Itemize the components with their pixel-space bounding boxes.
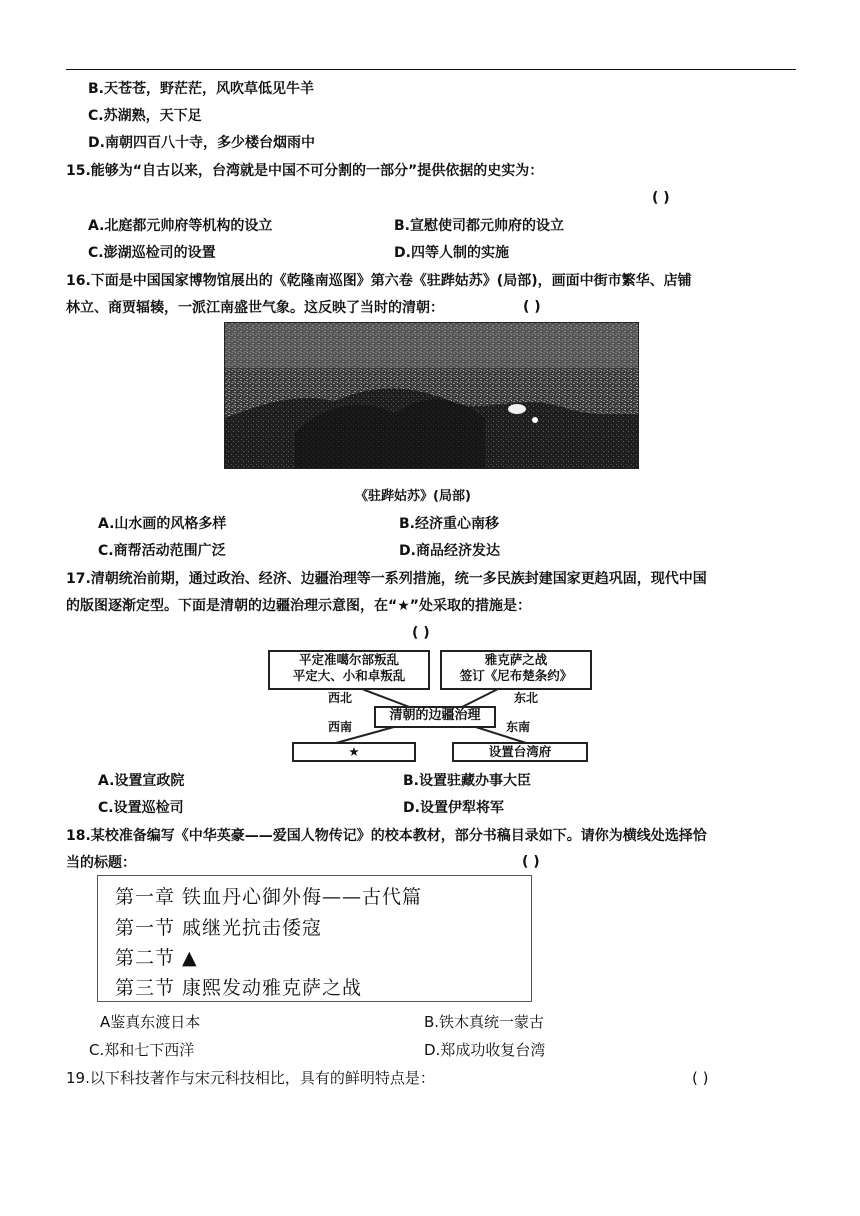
q17-stem-line1: 17.清朝统治前期，通过政治、经济、边疆治理等一系列措施，统一多民族封建国家更趋巩固，现代中国 — [66, 571, 707, 587]
q16-option-d[interactable]: D.商品经济发达 — [399, 543, 500, 559]
frontier-diagram — [264, 646, 594, 766]
q18-option-d[interactable]: D.郑成功收复台湾 — [424, 1041, 546, 1059]
q14-option-b[interactable]: B.天苍苍，野茫茫，风吹草低见牛羊 — [88, 81, 314, 97]
q19-stem: 19.以下科技著作与宋元科技相比，具有的鲜明特点是： — [66, 1069, 435, 1087]
diagram-ne-line1: 雅克萨之战 — [484, 652, 548, 667]
q15-option-b[interactable]: B.宣慰使司都元帅府的设立 — [394, 218, 564, 234]
toc-chapter-1: 第一章 铁血丹心御外侮——古代篇 — [115, 886, 423, 908]
q16-option-a[interactable]: A.山水画的风格多样 — [98, 516, 227, 532]
q16-answer-bracket[interactable]: ( ) — [523, 299, 541, 315]
painting-caption: 《驻跸姑苏》(局部) — [355, 489, 471, 504]
diagram-label-northwest: 西北 — [328, 691, 353, 705]
q14-option-c[interactable]: C.苏湖熟，天下足 — [88, 108, 202, 124]
diagram-nw-line1: 平定准噶尔部叛乱 — [298, 652, 399, 667]
q19-answer-bracket[interactable]: ( ) — [692, 1069, 709, 1087]
diagram-nw-line2: 平定大、小和卓叛乱 — [292, 668, 406, 683]
q18-option-c[interactable]: C.郑和七下西洋 — [89, 1041, 195, 1059]
q18-option-b[interactable]: B.铁木真统一蒙古 — [424, 1013, 545, 1031]
header-rule — [66, 69, 796, 70]
toc-section-2-blank: 第二节 ▲ — [115, 947, 198, 969]
q15-option-d[interactable]: D.四等人制的实施 — [394, 245, 509, 261]
q16-option-c[interactable]: C.商帮活动范围广泛 — [98, 543, 226, 559]
q16-stem-line2: 林立、商贾辐辏，一派江南盛世气象。这反映了当时的清朝： — [66, 300, 444, 316]
q15-stem: 15.能够为“自古以来，台湾就是中国不可分割的一部分”提供依据的史实为： — [66, 163, 544, 179]
diagram-label-southeast: 东南 — [506, 720, 531, 734]
table-of-contents-box — [97, 875, 532, 1002]
q17-answer-bracket[interactable]: ( ) — [412, 625, 430, 641]
q17-option-d[interactable]: D.设置伊犁将军 — [403, 800, 504, 816]
q18-answer-bracket[interactable]: ( ) — [522, 854, 540, 870]
toc-section-1: 第一节 戚继光抗击倭寇 — [115, 917, 323, 939]
q15-answer-bracket[interactable]: ( ) — [652, 190, 670, 206]
diagram-ne-line2: 签订《尼布楚条约》 — [459, 668, 573, 683]
q18-stem-line1: 18.某校准备编写《中华英豪——爱国人物传记》的校本教材，部分书稿目录如下。请你为横线处选择恰 — [66, 828, 707, 844]
diagram-label-southwest: 西南 — [328, 720, 353, 734]
q14-option-d[interactable]: D.南朝四百八十寺，多少楼台烟雨中 — [88, 135, 315, 151]
q17-stem-line2: 的版图逐渐定型。下面是清朝的边疆治理示意图，在“★”处采取的措施是： — [66, 598, 531, 614]
q18-option-a[interactable]: A鉴真东渡日本 — [100, 1013, 201, 1031]
painting-image — [224, 322, 639, 469]
diagram-label-northeast: 东北 — [514, 691, 539, 705]
q16-stem-line1: 16.下面是中国国家博物馆展出的《乾隆南巡图》第六卷《驻跸姑苏》(局部)，画面中街市繁华、店铺 — [66, 273, 692, 289]
diagram-box-southeast: 设置台湾府 — [452, 742, 588, 762]
q17-option-b[interactable]: B.设置驻藏办事大臣 — [403, 773, 531, 789]
diagram-box-northwest — [268, 650, 430, 690]
q17-option-c[interactable]: C.设置巡检司 — [98, 800, 184, 816]
q18-stem-line2: 当的标题： — [66, 855, 136, 871]
q15-option-c[interactable]: C.澎湖巡检司的设置 — [88, 245, 216, 261]
q15-option-a[interactable]: A.北庭都元帅府等机构的设立 — [88, 218, 273, 234]
diagram-center-box: 清朝的边疆治理 — [374, 706, 496, 728]
q17-option-a[interactable]: A.设置宣政院 — [98, 773, 185, 789]
diagram-box-southwest-star: ★ — [292, 742, 416, 762]
toc-section-3: 第三节 康熙发动雅克萨之战 — [115, 977, 363, 999]
q16-option-b[interactable]: B.经济重心南移 — [399, 516, 499, 532]
diagram-box-northeast — [440, 650, 592, 690]
